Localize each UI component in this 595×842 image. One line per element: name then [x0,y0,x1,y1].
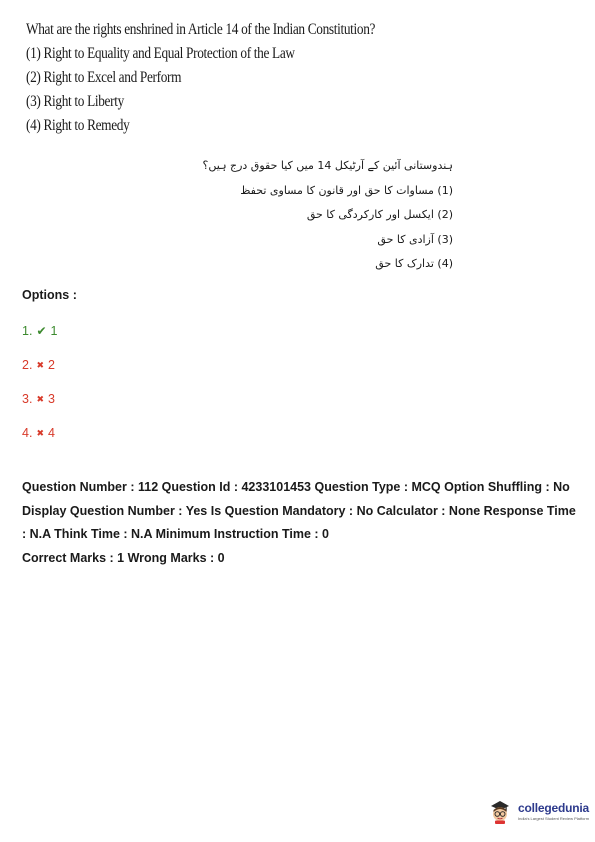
brand-logo [488,798,589,824]
question-stem-urdu: ہندوستانی آئین کے آرٹیکل 14 میں کیا حقوق درج ہیں؟ [202,159,453,172]
statement-3-english: (3) Right to Liberty [26,93,124,110]
cross-icon: ✖ [36,427,44,438]
option-number: 4. [22,426,33,440]
option-number: 1. [22,324,33,338]
student-mascot-icon [488,798,512,824]
statement-1-english: (1) Right to Equality and Equal Protection of the Law [26,45,295,62]
option-2[interactable] [22,358,55,372]
option-value: 4 [47,426,55,440]
metadata-line: : N.A Think Time : N.A Minimum Instruction Time : 0 [22,527,329,541]
brand-tagline: India's Largest Student Review Platform [518,816,590,821]
statement-4-english: (4) Right to Remedy [26,117,130,134]
check-icon: ✔ [36,324,47,338]
cross-icon: ✖ [36,393,44,404]
question-english [26,18,387,138]
option-value: 2 [47,358,55,372]
cross-icon: ✖ [36,359,44,370]
option-value: 1 [50,324,58,338]
option-number: 3. [22,392,33,406]
option-1[interactable] [22,324,57,338]
metadata-line: Question Number : 112 Question Id : 4233101453 Question Type : MCQ Option Shuffling : No [22,480,570,494]
statement-2-urdu: (2) ایکسل اور کارکردگی کا حق [306,208,453,221]
statement-2-english: (2) Right to Excel and Perform [26,69,182,86]
option-value: 3 [47,392,55,406]
options-heading: Options : [22,288,77,302]
brand-name: collegedunia [518,801,589,815]
metadata-marks: Correct Marks : 1 Wrong Marks : 0 [22,550,225,565]
question-urdu [140,154,453,277]
metadata-line: Display Question Number : Yes Is Question Mandatory : No Calculator : None Response Time [22,503,576,518]
statement-3-urdu: (3) آزادی کا حق [377,232,453,246]
question-stem-english: What are the rights enshrined in Article 14 of the Indian Constitution? [26,21,376,38]
statement-4-urdu: (4) تدارک کا حق [375,257,453,270]
option-3[interactable] [22,392,55,406]
question-metadata [22,476,582,570]
option-4[interactable] [22,426,55,440]
option-number: 2. [22,358,33,372]
statement-1-urdu: (1) مساوات کا حق اور قانون کا مساوی تحفظ [240,183,453,197]
